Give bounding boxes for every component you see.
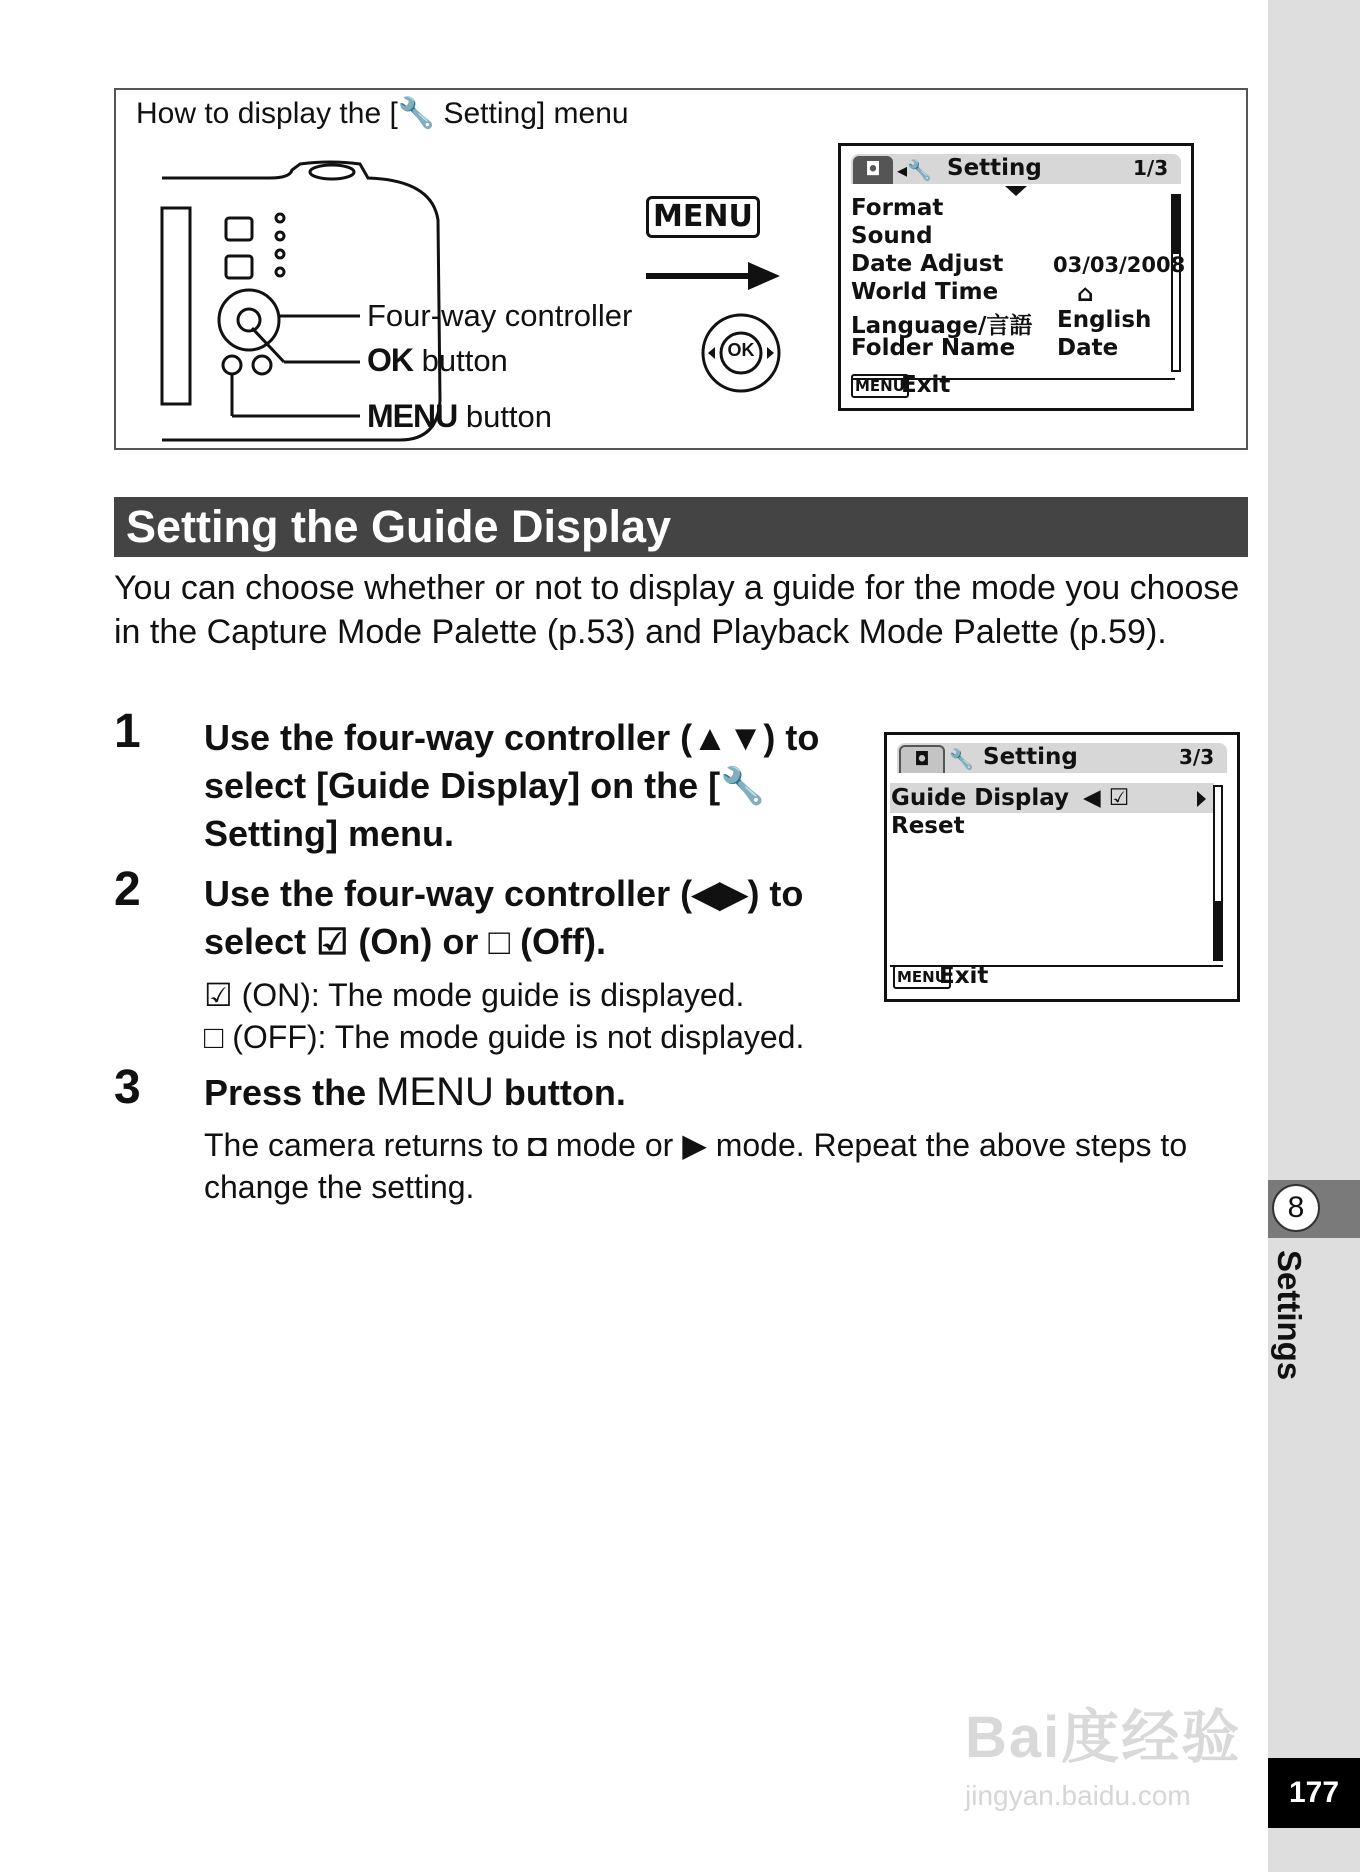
step-number: 2 [114,863,141,916]
section-title: Setting the Guide Display [126,501,672,552]
note-on: ☑ (ON): The mode guide is displayed. [204,977,745,1013]
page-number: 177 [1268,1758,1360,1828]
section-intro: You can choose whether or not to display a guide for the mode you choose in the Capture Mode Palette (p.53) and Playback Mode Palette (p.59). [114,569,1240,651]
lcd-item-label: Sound [851,223,933,249]
howto-title: How to display the [🔧 Setting] menu [136,97,629,130]
step-text: Press the [204,1072,377,1113]
lcd-scrollbar [1171,194,1181,372]
lcd-exit: Exit [939,963,989,989]
menu-key-icon: MENU [646,196,760,238]
lcd-exit: Exit [901,372,951,398]
watermark: Bai度经验 [965,1705,1242,1770]
lcd-item-value: 03/03/2008 [1053,253,1186,277]
lcd-item-label: Guide Display [891,785,1070,811]
camera-screen-icon [162,208,190,404]
camera-tab-icon: ◘ [899,745,945,773]
lcd-menu-key: MENU [851,374,909,398]
lcd-scrollbar [1213,785,1223,961]
lcd-screen-setting-1 [838,143,1194,411]
play-button-icon [253,356,271,374]
step-number: 3 [114,1061,141,1114]
lcd-page-indicator: 3/3 [1179,745,1215,769]
step-number: 1 [114,705,141,758]
lcd-item-value: English [1057,307,1152,333]
step3-body: The camera returns to ◘ mode or ▶ mode. Repeat the above steps to change the setting. [204,1127,1188,1205]
lcd-item-label: Reset [891,813,965,839]
callout-menu-key: MENU [367,398,458,434]
lcd-item-label: Folder Name [851,335,1016,361]
callout-four-way: Four-way controller [367,298,633,333]
menu-button-icon [223,356,241,374]
wrench-tab-icon: ◂🔧 [897,158,932,182]
lcd-item-value: Date [1057,335,1119,361]
lcd-item-label: Format [851,195,944,221]
chapter-number: 8 [1272,1184,1320,1232]
callout-ok-suffix: button [413,343,508,378]
note-off: □ (OFF): The mode guide is not displayed. [204,1019,805,1055]
right-arrow-icon [644,258,784,294]
ok-button-icon [238,309,260,331]
camera-button-icon [226,218,252,240]
lcd-tab-title: Setting [947,155,1042,181]
callout-ok-key: OK [367,342,413,378]
lcd-item-value: ◀ ☑ [1083,785,1130,811]
menu-key-word: MENU [376,1070,494,1114]
lcd-menu-key: MENU [893,965,951,989]
chapter-label: Settings [1271,1250,1308,1381]
shutter-button-icon [310,165,354,179]
lcd-item-label: World Time [851,279,999,305]
step-text: Use the four-way controller (◀▶) to select ☑ (On) or □ (Off). [204,873,804,962]
camera-tab-icon: ◘ [853,156,893,184]
wrench-tab-icon: 🔧 [949,747,974,771]
four-way-controller-icon [219,290,279,350]
callout-menu-suffix: button [457,399,553,434]
watermark-url: jingyan.baidu.com [965,1780,1191,1811]
step-text: button. [493,1072,626,1113]
right-arrow-icon [1197,791,1206,807]
chapter-label-wrap [1268,1250,1320,1430]
lcd-item-label: Date Adjust [851,251,1004,277]
lcd-page-indicator: 1/3 [1133,156,1169,180]
home-icon: ⌂ [1077,281,1094,307]
lcd-tab-title: Setting [983,744,1078,770]
camera-button-icon [226,256,252,278]
lcd-item-label: Language/言語 [851,313,1033,339]
lcd-screen-setting-2 [884,732,1240,1002]
side-strip [1268,0,1360,1872]
ok-label: OK [727,340,755,360]
step-text: Use the four-way controller (▲▼) to select [Guide Display] on the [🔧 Setting] menu. [204,717,820,854]
